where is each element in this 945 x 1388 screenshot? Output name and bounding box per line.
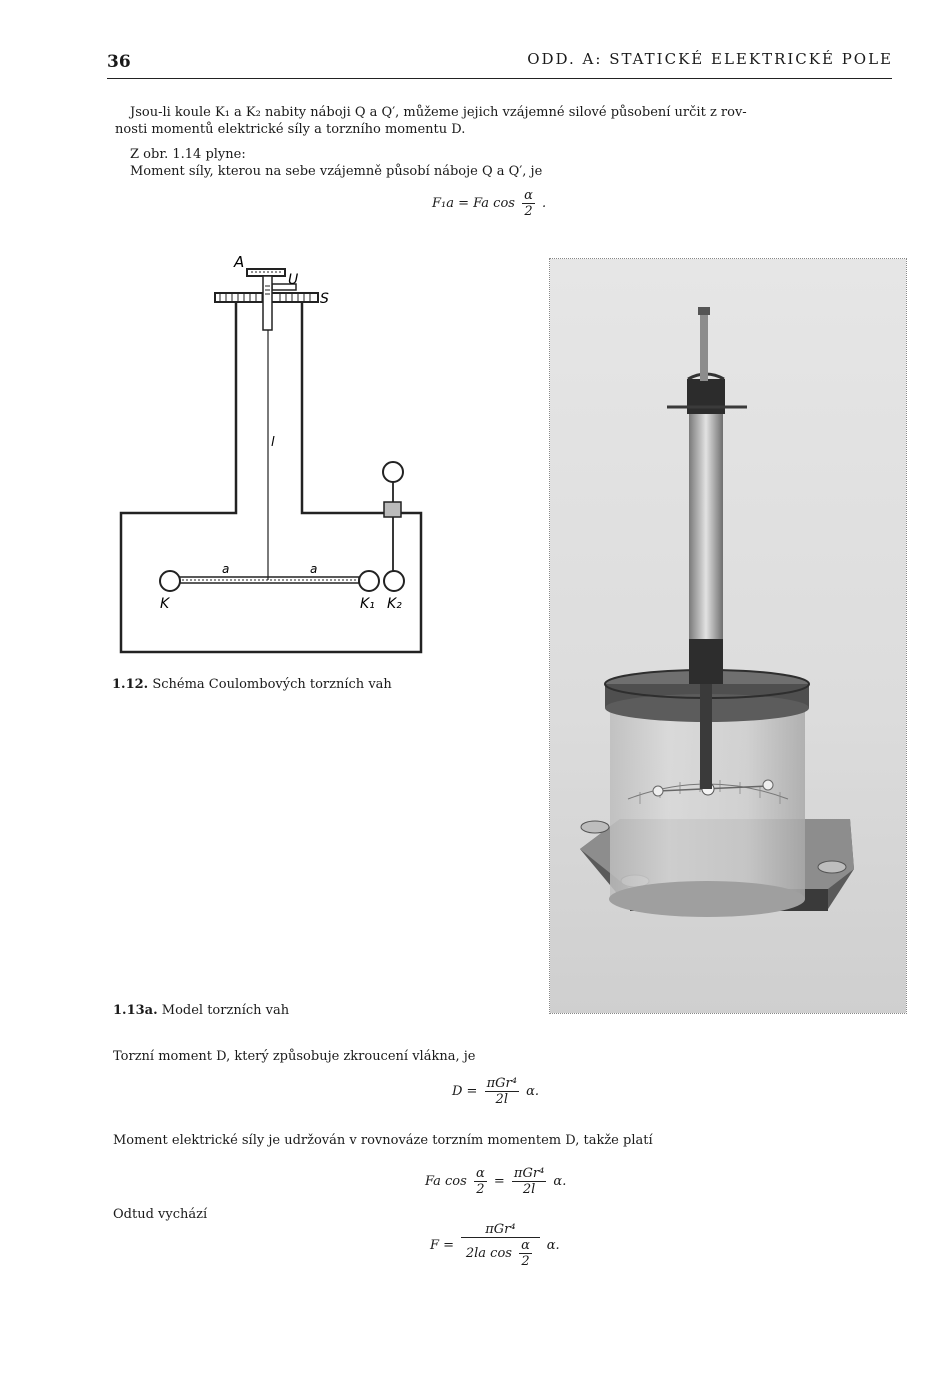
label-s: S (320, 291, 329, 307)
equation-1 (432, 188, 546, 219)
equation-2 (452, 1076, 539, 1107)
eq3-fraction-1 (474, 1166, 487, 1197)
torsion-balance-photo-frame (549, 258, 907, 1014)
top-ball (383, 462, 403, 482)
figure-1-caption-num: 1.12. (112, 677, 149, 692)
intro-line-2: nosti momentů elektrické síly a torzního momentu D. (115, 122, 466, 137)
eq3-num2: πGr⁴ (513, 1166, 545, 1181)
result-text: Odtud vychází (113, 1207, 208, 1222)
eq2-den: 2l (495, 1092, 508, 1107)
insulating-plug (384, 502, 401, 517)
label-a-left: a (222, 562, 230, 576)
eq4-num: πGr⁴ (461, 1222, 539, 1238)
header-rule (107, 78, 892, 79)
eq1-den: 2 (524, 204, 533, 219)
eq2-tail: α. (526, 1084, 540, 1099)
eq2-lhs: D = (452, 1084, 478, 1099)
balance-text: Moment elektrické síly je udržován v rovnováze torzním momentem D, takže platí (113, 1133, 653, 1148)
eq1-num: α (524, 188, 533, 203)
eq1-fraction (522, 188, 535, 219)
eq4-lhs: F = (430, 1238, 455, 1253)
intro-line-4: Moment síly, kterou na sebe vzájemně působí náboje Q a Q′, je (130, 164, 543, 179)
eq3-den1: 2 (476, 1182, 485, 1197)
eq2-num: πGr⁴ (486, 1076, 517, 1091)
eq3-den2: 2l (522, 1182, 536, 1197)
torsion-head-shape (263, 276, 272, 330)
eq3-tail: α. (553, 1174, 567, 1189)
figure-1-caption-text: Schéma Coulombových torzních vah (152, 677, 392, 692)
page-number: 36 (107, 52, 131, 72)
eq4-fraction (461, 1222, 539, 1269)
torque-text: Torzní moment D, který způsobuje zkroucení vlákna, je (113, 1049, 476, 1064)
ball-k1 (359, 571, 379, 591)
figure-1-caption (112, 677, 392, 692)
figure-2-caption (113, 1003, 289, 1018)
ball-k2 (384, 571, 404, 591)
torsion-balance-schematic (110, 250, 440, 660)
label-u: U (288, 272, 299, 288)
eq4-den-pre: 2la cos (465, 1246, 512, 1261)
eq3-mid: = (493, 1174, 505, 1189)
eq3-lhs: Fa cos (425, 1174, 467, 1189)
eq4-den-num: α (521, 1238, 530, 1253)
label-a-right: a (310, 562, 318, 576)
equation-4 (430, 1222, 560, 1269)
label-l: l (271, 435, 275, 450)
intro-line-1: Jsou-li koule K₁ a K₂ nabity náboji Q a Q′, můžeme jejich vzájemné silové působení určit z rov- (130, 105, 747, 120)
eq4-den-den: 2 (521, 1254, 530, 1269)
eq1-tail: . (542, 196, 547, 211)
label-k: K (160, 596, 170, 612)
torsion-balance-photo-icon (550, 259, 906, 1013)
label-k1: K₁ (360, 596, 375, 612)
equation-3 (425, 1166, 566, 1197)
eq4-den-fraction (519, 1238, 532, 1269)
intro-line-3: Z obr. 1.14 plyne: (130, 147, 246, 162)
eq4-den (464, 1238, 537, 1269)
eq3-fraction-2 (512, 1166, 546, 1197)
eq1-lhs: F₁a = Fa cos (432, 196, 515, 211)
eq2-fraction (485, 1076, 519, 1107)
label-a-knob: A (234, 253, 245, 271)
section-title: ODD. A: STATICKÉ ELEKTRICKÉ POLE (527, 50, 893, 68)
figure-2-caption-num: 1.13a. (113, 1003, 158, 1018)
eq4-tail: α. (546, 1238, 560, 1253)
ball-k (160, 571, 180, 591)
figure-2-caption-text: Model torzních vah (161, 1003, 290, 1018)
eq3-num1: α (475, 1166, 485, 1181)
label-k2: K₂ (387, 596, 402, 612)
